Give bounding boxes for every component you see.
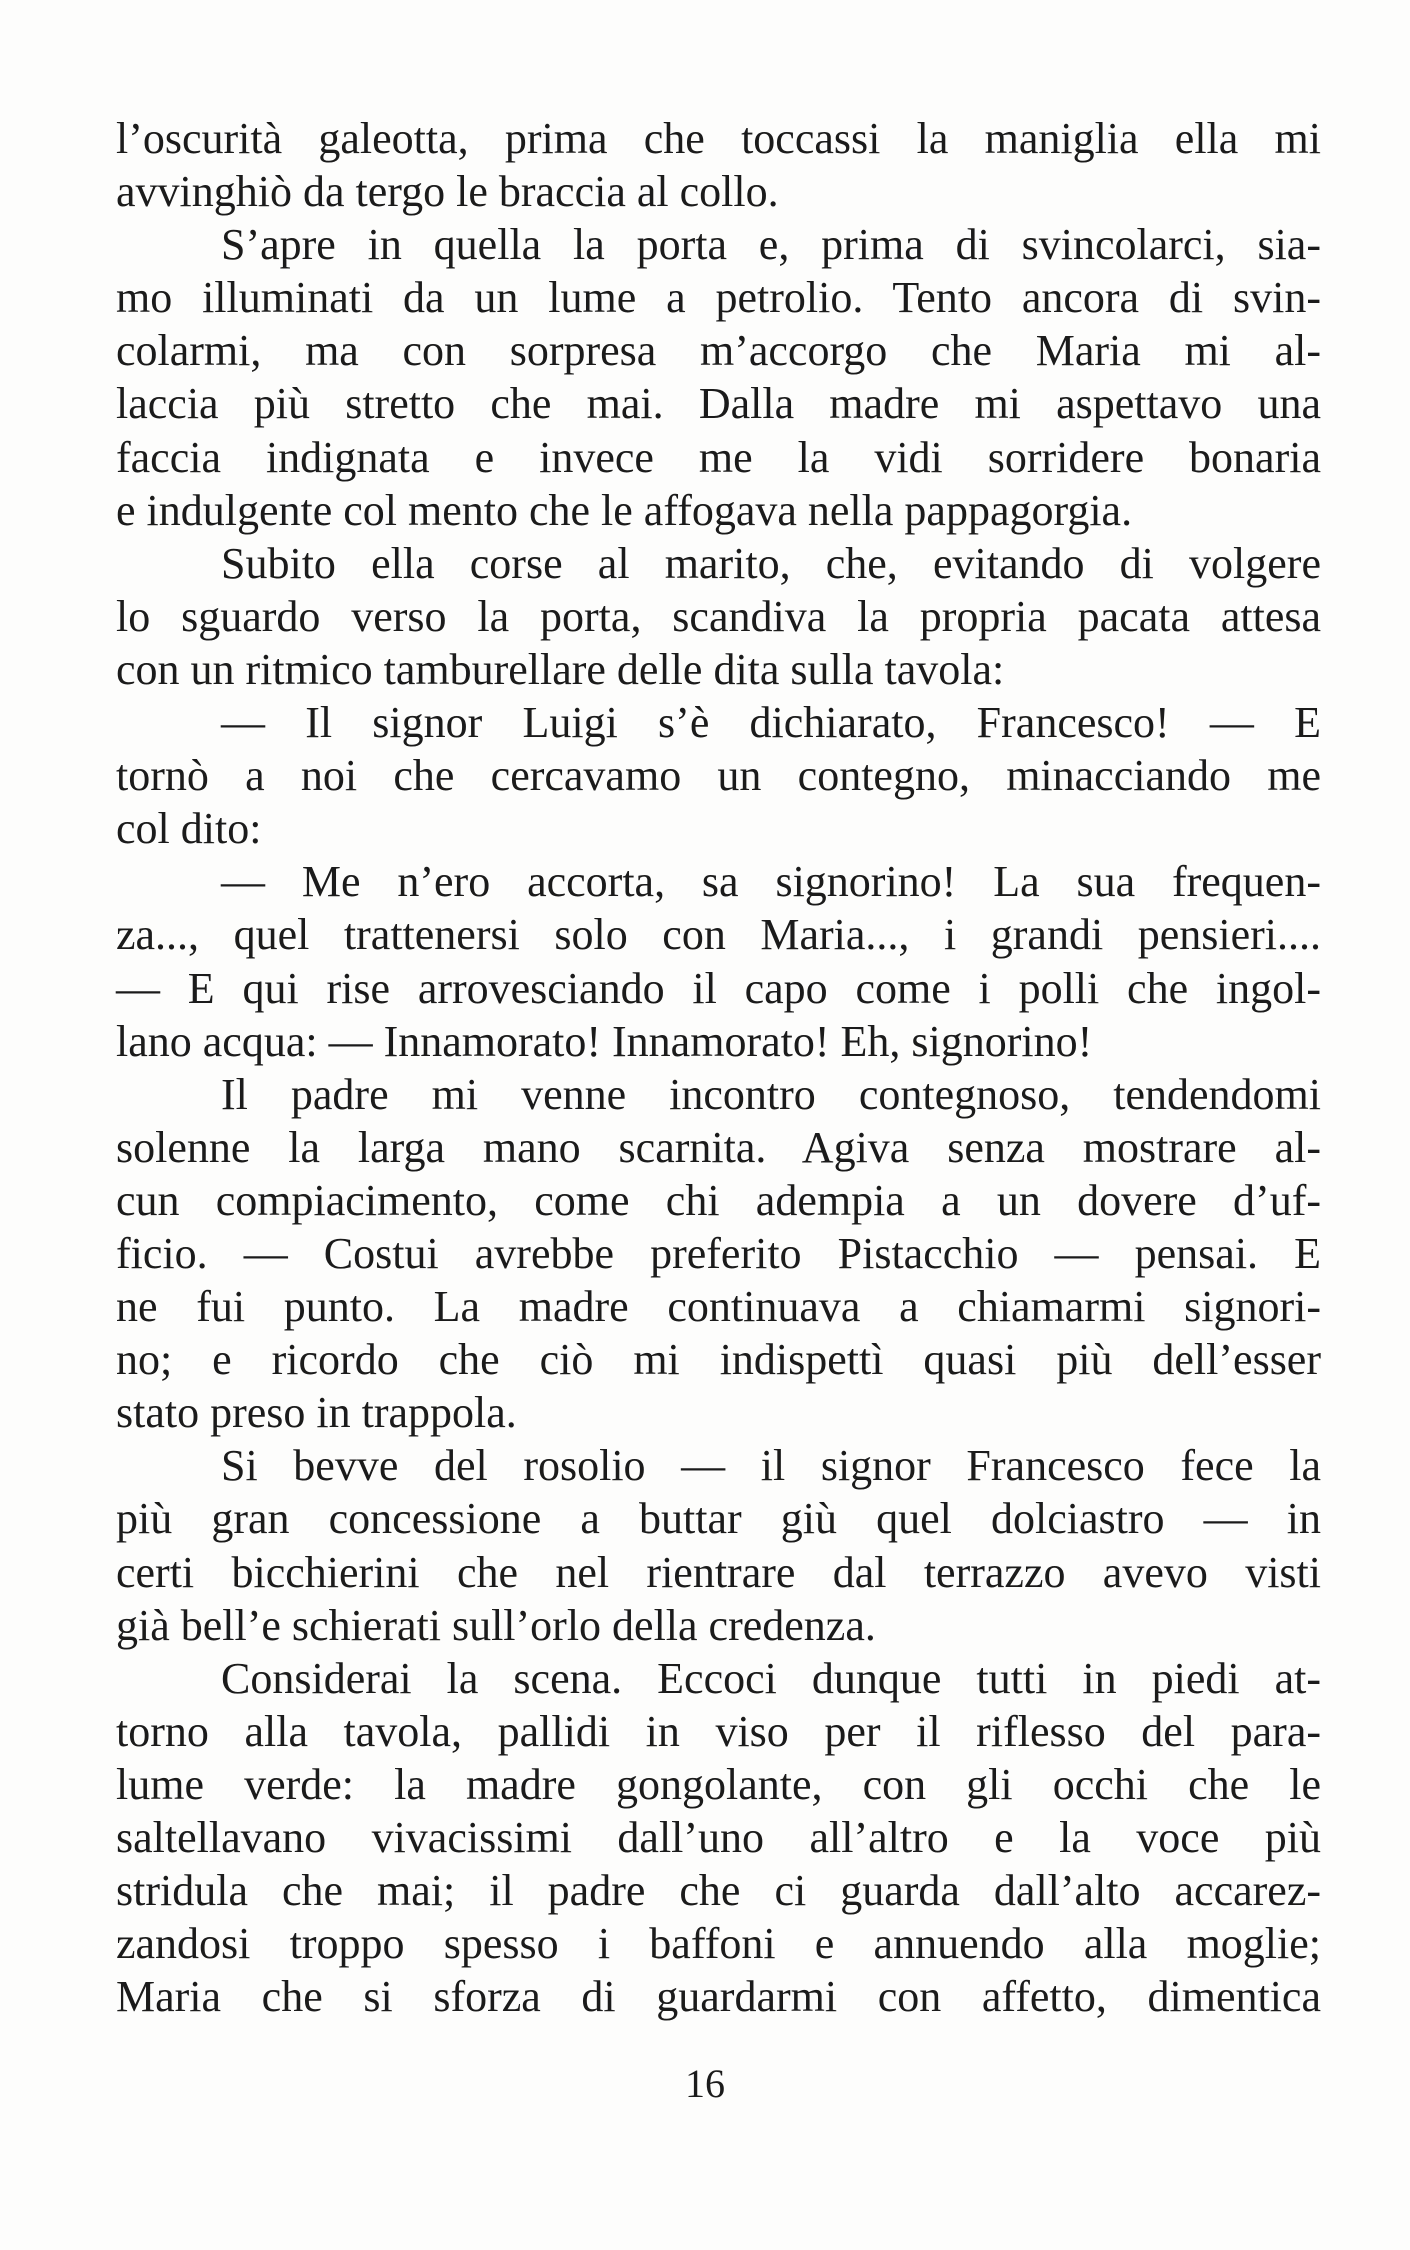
text-line: col dito: [116, 804, 262, 854]
body-text [116, 112, 1321, 2023]
text-line: saltellavano vivacissimi dall’uno all’altro e la voce più [116, 1813, 1321, 1862]
text-line: faccia indignata e invece me la vidi sorridere bonaria [116, 432, 1321, 482]
text-line: Considerai la scena. Eccoci dunque tutti in piedi at- [221, 1653, 1321, 1703]
text-line: avvinghiò da tergo le braccia al collo. [116, 167, 779, 217]
text-line: za..., quel trattenersi solo con Maria..., i grandi pensieri.... [116, 910, 1321, 960]
text-line: l’oscurità galeotta, prima che toccassi la maniglia ella mi [116, 114, 1321, 163]
text-line: Subito ella corse al marito, che, evitando di volgere [221, 538, 1321, 588]
text-line: stato preso in trappola. [116, 1388, 517, 1438]
text-line: — E qui rise arrovesciando il capo come i polli che ingol- [116, 963, 1321, 1013]
text-line: lano acqua: — Innamorato! Innamorato! Eh, signorino! [116, 1016, 1093, 1066]
text-line: — Il signor Luigi s’è dichiarato, Francesco! — E [221, 698, 1321, 748]
text-line: Si bevve del rosolio — il signor Francesco fece la [221, 1441, 1321, 1491]
text-line: certi bicchierini che nel rientrare dal terrazzo avevo visti [116, 1547, 1321, 1597]
text-line: torno alla tavola, pallidi in viso per il riflesso del para- [116, 1706, 1321, 1756]
text-line: lume verde: la madre gongolante, con gli occhi che le [116, 1759, 1321, 1809]
text-line: tornò a noi che cercavamo un contegno, minacciando me [116, 751, 1321, 801]
text-line: mo illuminati da un lume a petrolio. Tento ancora di svin- [116, 273, 1321, 323]
text-line: già bell’e schierati sull’orlo della credenza. [116, 1600, 876, 1650]
text-line: solenne la larga mano scarnita. Agiva senza mostrare al- [116, 1122, 1321, 1172]
text-line: zandosi troppo spesso i baffoni e annuendo alla moglie; [116, 1919, 1321, 1969]
text-line: lo sguardo verso la porta, scandiva la propria pacata attesa [116, 591, 1321, 641]
text-line: ficio. — Costui avrebbe preferito Pistacchio — pensai. E [116, 1228, 1321, 1278]
text-line: cun compiacimento, come chi adempia a un dovere d’uf- [116, 1175, 1321, 1225]
text-line: stridula che mai; il padre che ci guarda dall’alto accarez- [116, 1866, 1321, 1916]
text-line: Maria che si sforza di guardarmi con affetto, dimentica [116, 1972, 1321, 2022]
text-line: S’apre in quella la porta e, prima di svincolarci, sia- [221, 220, 1321, 270]
text-line: con un ritmico tamburellare delle dita sulla tavola: [116, 644, 1005, 694]
text-line: no; e ricordo che ciò mi indispettì quasi più dell’esser [116, 1335, 1321, 1385]
text-line: colarmi, ma con sorpresa m’accorgo che Maria mi al- [116, 326, 1321, 376]
text-line: ne fui punto. La madre continuava a chiamarmi signori- [116, 1282, 1321, 1332]
text-line: laccia più stretto che mai. Dalla madre mi aspettavo una [116, 379, 1321, 429]
page-number: 16 [685, 2061, 725, 2106]
text-line: e indulgente col mento che le affogava nella pappagorgia. [116, 485, 1133, 535]
text-line: più gran concessione a buttar giù quel dolciastro — in [116, 1494, 1321, 1544]
text-line: Il padre mi venne incontro contegnoso, tendendomi [221, 1069, 1321, 1119]
text-line: — Me n’ero accorta, sa signorino! La sua frequen- [221, 857, 1321, 907]
